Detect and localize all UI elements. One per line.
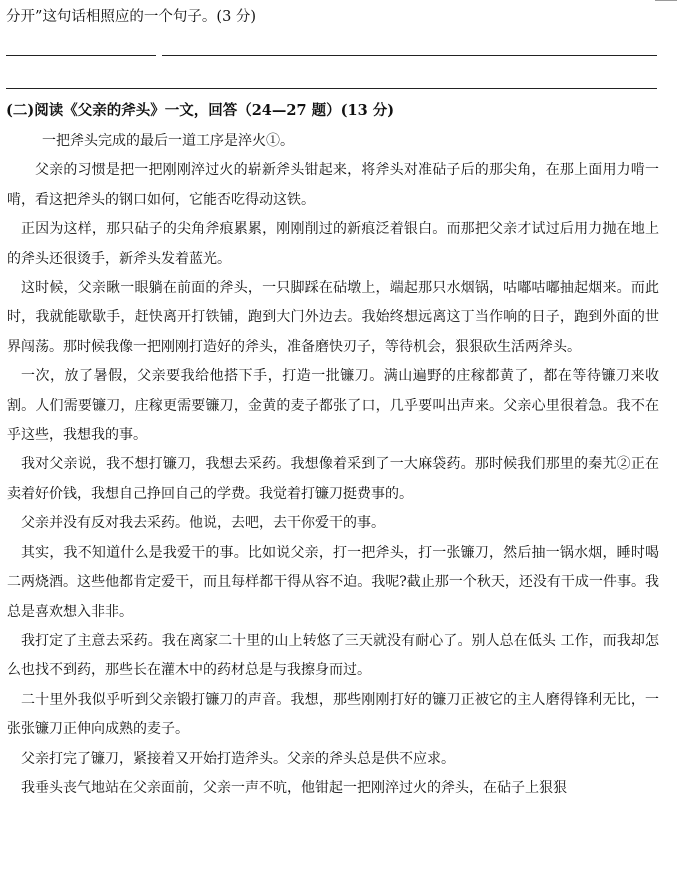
answer-blank-line-1b (162, 55, 657, 56)
paragraph: 其实，我不知道什么是我爱干的事。比如说父亲，打一把斧头，打一张镰刀，然后抽一锅水烟，睡时喝二两烧酒。这些他都肯定爱干，而且每样都干得从容不迫。我呢?截止那一个秋天，还没有干成一件事。我总是喜欢想入非非。 (7, 544, 659, 620)
paragraph: 一次，放了暑假，父亲要我给他搭下手，打造一批镰刀。满山遍野的庄稼都黄了，都在等待镰刀来收割。人们需要镰刀，庄稼更需要镰刀，金黄的麦子都张了口，几乎要叫出声来。父亲心里很着急。我不在乎这些，我想我的事。 (7, 368, 659, 444)
article-body (7, 127, 659, 803)
paragraph: 父亲的习惯是把一把刚刚淬过火的崭新斧头钳起来，将斧头对准砧子后的那尖角，在那上面用力啃一啃，看这把斧头的钢口如何，它能否吃得动这铁。 (7, 162, 659, 208)
paragraph: 我打定了主意去采药。我在离家二十里的山上转悠了三天就没有耐心了。别人总在低头 工作，而我却怎么也找不到药，那些长在灌木中的药材总是与我擦身而过。 (7, 632, 659, 679)
paragraph: 这时候，父亲瞅一眼躺在前面的斧头，一只脚踩在砧墩上，端起那只水烟锅，咕嘟咕嘟抽起烟来。而此时，我就能歇歇手，赶快离开打铁铺，跑到大门外边去。我始终想远离这丁当作响的日子，跑到外面的世界闯荡。那时候我像一把刚刚打造好的斧头，准备磨快刃子，等待机会，狠狠砍生活两斧头。 (7, 280, 659, 355)
paragraph: 我对父亲说，我不想打镰刀，我想去采药。我想像着采到了一大麻袋药。那时候我们那里的秦艽②正在卖着好价钱，我想自己挣回自己的学费。我觉着打镰刀挺费事的。 (7, 456, 659, 502)
answer-blank-line-2 (6, 88, 657, 89)
paragraph: 父亲并没有反对我去采药。他说，去吧，去干你爱干的事。 (21, 515, 385, 532)
corner-mark (655, 0, 677, 1)
paragraph: 一把斧头完成的最后一道工序是淬火①。 (42, 133, 294, 149)
question-prompt-tail: 分开”这句话相照应的一个句子。(3 分) (6, 9, 257, 25)
paragraph: 我垂头丧气地站在父亲面前，父亲一声不吭，他钳起一把刚淬过火的斧头，在砧子上狠狠 (21, 779, 567, 796)
section-heading: (二)阅读《父亲的斧头》一文，回答（24—27 题）(13 分) (6, 102, 395, 119)
answer-blank-line-1a (6, 55, 156, 56)
paragraph: 正因为这样，那只砧子的尖角斧痕累累，刚刚削过的新痕泛着银白。而那把父亲才试过后用力抛在地上的斧头还很烫手，新斧头发着蓝光。 (7, 221, 659, 267)
paragraph: 父亲打完了镰刀，紧接着又开始打造斧头。父亲的斧头总是供不应求。 (21, 750, 455, 767)
paragraph: 二十里外我似乎听到父亲锻打镰刀的声音。我想，那些刚刚打好的镰刀正被它的主人磨得锋利无比，一张张镰刀正伸向成熟的麦子。 (7, 691, 659, 738)
